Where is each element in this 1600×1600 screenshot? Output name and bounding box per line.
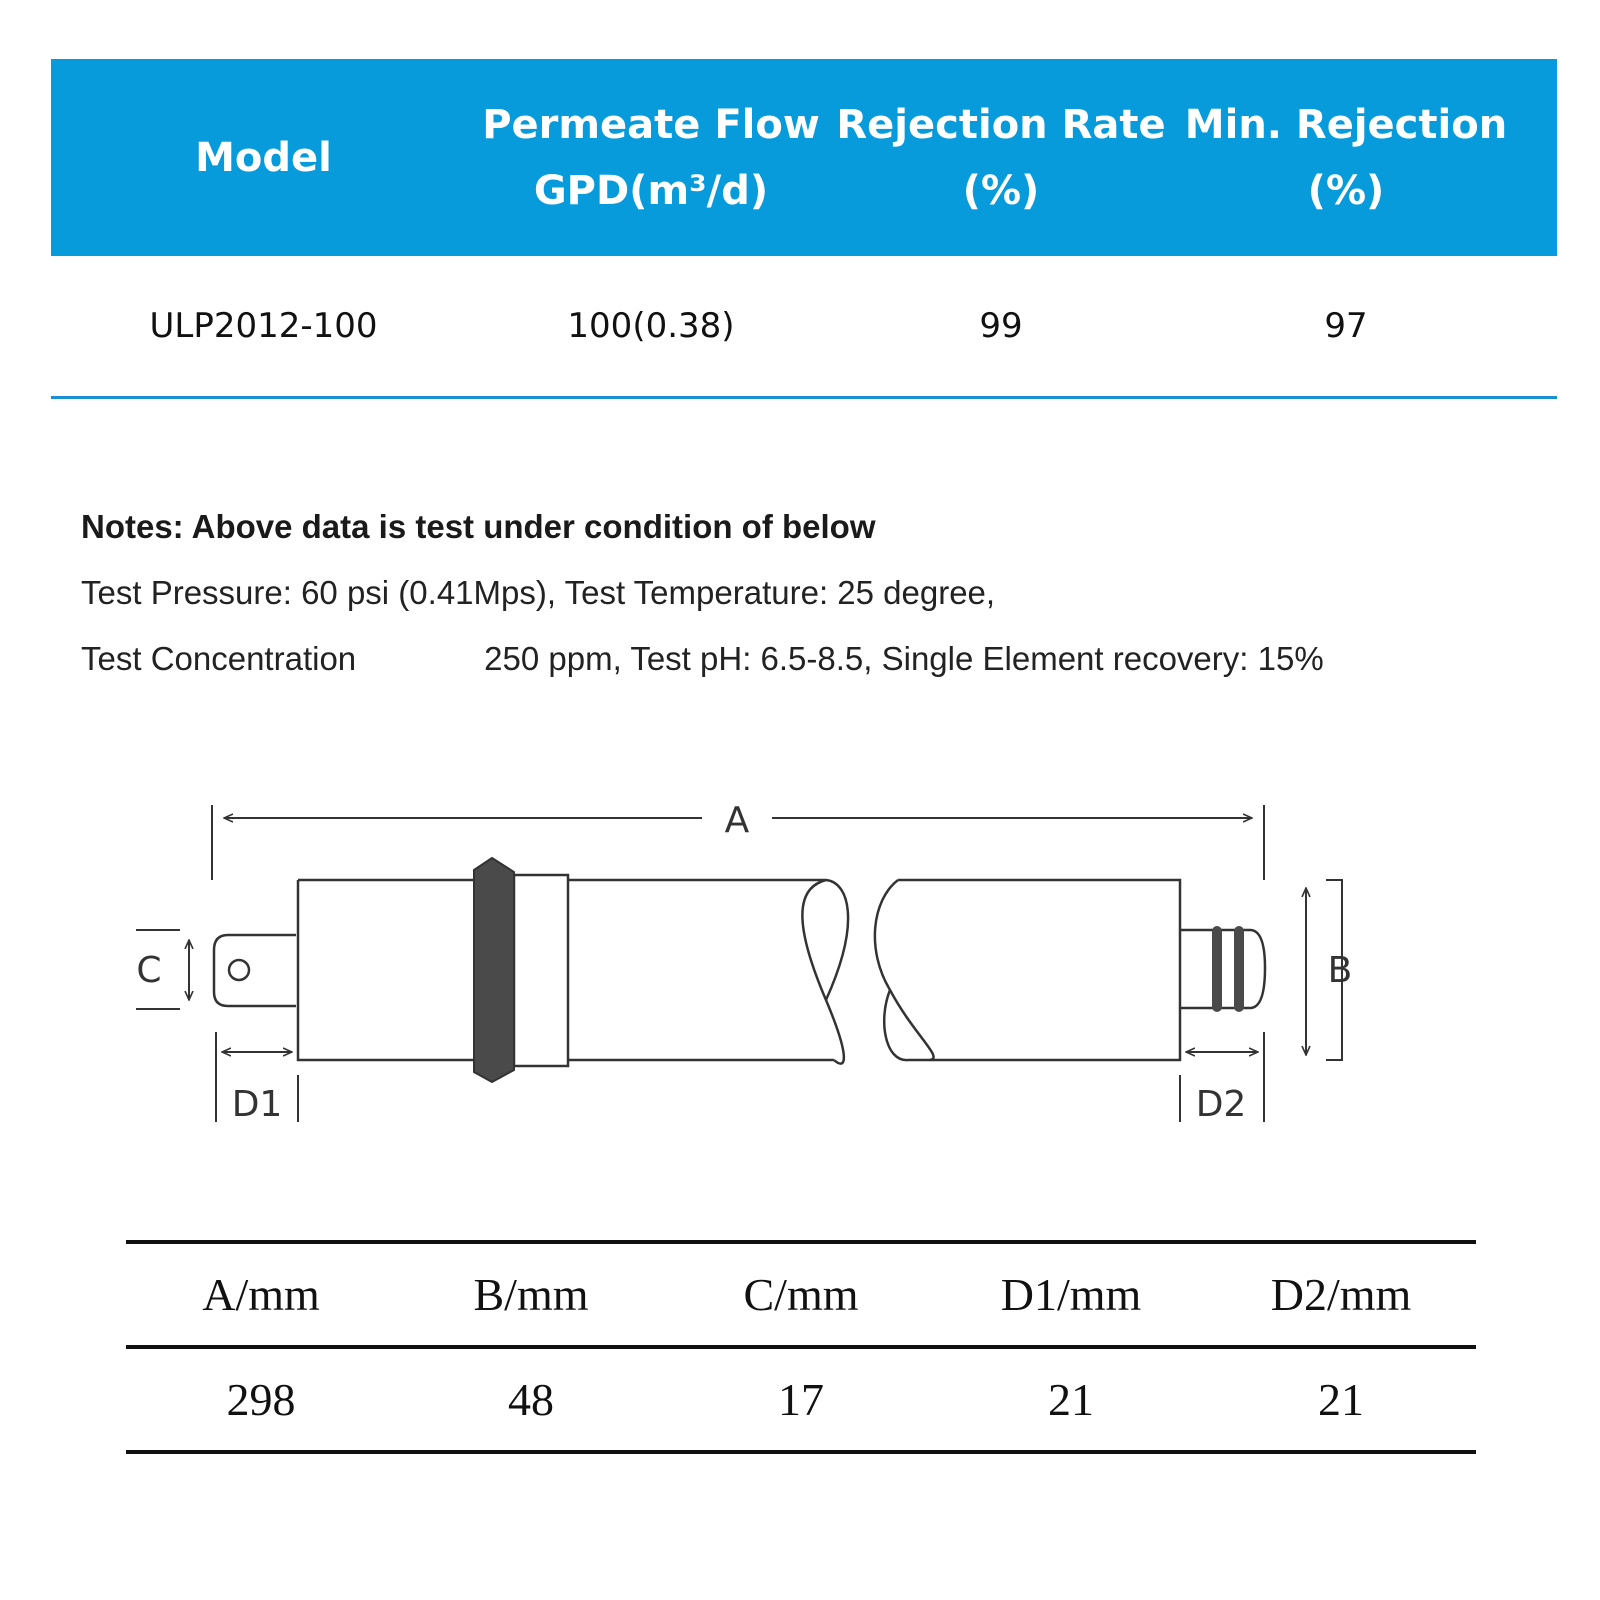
break-left-inner bbox=[826, 880, 848, 1000]
label-d2: D2 bbox=[1195, 1084, 1247, 1125]
membrane-drawing bbox=[0, 800, 1600, 1180]
dims-header-d2: D2/mm bbox=[1270, 1269, 1412, 1320]
dims-header-a: A/mm bbox=[202, 1269, 320, 1320]
o-ring-1 bbox=[1212, 926, 1222, 1012]
notes-title: Notes: Above data is test under condition of below bbox=[81, 508, 876, 545]
dims-value-a: 298 bbox=[226, 1374, 296, 1425]
dims-header-c: C/mm bbox=[743, 1269, 859, 1320]
permeate-flow-value: 100(0.38) bbox=[567, 306, 735, 346]
body-left bbox=[298, 880, 474, 1060]
header-permeate-flow: Permeate Flow GPD(m³/d) bbox=[482, 101, 820, 214]
table-row bbox=[51, 256, 1557, 399]
model-value: ULP2012-100 bbox=[149, 306, 378, 346]
dims-value-d1: 21 bbox=[1048, 1374, 1094, 1425]
break-right bbox=[875, 880, 934, 1060]
dims-header-row bbox=[126, 1244, 1476, 1349]
min-rejection-value: 97 bbox=[1324, 306, 1368, 346]
right-nozzle bbox=[1180, 930, 1265, 1008]
dimensions-table bbox=[126, 1240, 1476, 1454]
body-mid bbox=[568, 880, 834, 1060]
notes-line-1: Test Pressure: 60 psi (0.41Mps), Test Temperature: 25 degree, bbox=[81, 574, 996, 611]
o-ring-2 bbox=[1234, 926, 1244, 1012]
dims-value-row bbox=[126, 1349, 1476, 1450]
nozzle-hole bbox=[229, 960, 249, 980]
membrane-diagram bbox=[0, 800, 1600, 1180]
left-nozzle bbox=[214, 935, 296, 1006]
spec-table-header bbox=[51, 59, 1557, 256]
notes-line-2-label: Test Concentration bbox=[81, 640, 357, 677]
label-d1: D1 bbox=[231, 1084, 283, 1125]
notes-line-2-rest: 250 ppm, Test pH: 6.5-8.5, Single Element recovery: 15% bbox=[484, 640, 1324, 677]
dims-value-b: 48 bbox=[508, 1374, 554, 1425]
label-b: B bbox=[1327, 950, 1353, 991]
notes bbox=[81, 507, 1561, 705]
body-right bbox=[898, 880, 1180, 1060]
notes-line-2 bbox=[81, 639, 1561, 705]
label-c: C bbox=[136, 950, 162, 991]
dims-header-d1: D1/mm bbox=[1000, 1269, 1142, 1320]
dims-value-c: 17 bbox=[778, 1374, 824, 1425]
label-a: A bbox=[724, 800, 750, 841]
rejection-rate-value: 99 bbox=[979, 306, 1023, 346]
brine-seal bbox=[474, 858, 514, 1082]
header-model: Model bbox=[195, 134, 332, 181]
seal-ring-collar bbox=[514, 875, 568, 1066]
header-rejection-rate: Rejection Rate (%) bbox=[836, 101, 1166, 214]
dims-value-d2: 21 bbox=[1318, 1374, 1364, 1425]
spec-table bbox=[51, 59, 1557, 399]
dims-header-b: B/mm bbox=[473, 1269, 589, 1320]
header-min-rejection: Min. Rejection (%) bbox=[1184, 101, 1508, 214]
